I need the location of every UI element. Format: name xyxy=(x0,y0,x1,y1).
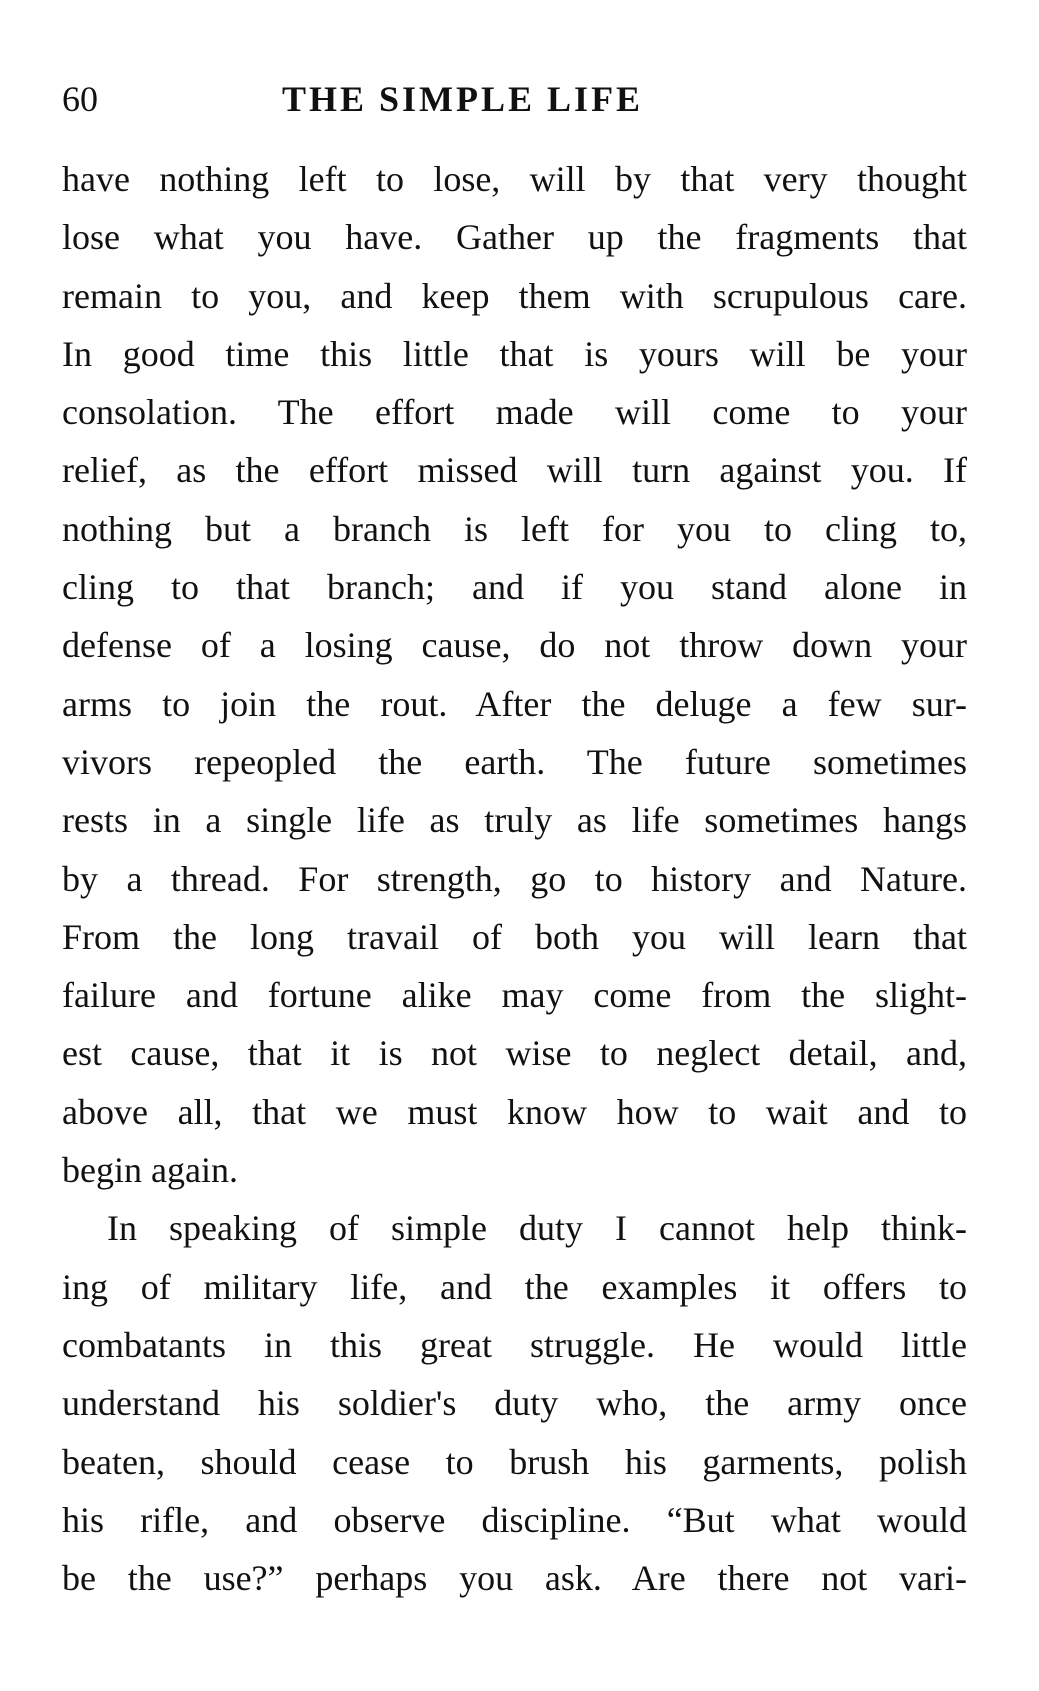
text-line: combatants in this great struggle. He would little xyxy=(62,1324,967,1365)
text-line: In speaking of simple duty I cannot help think- xyxy=(107,1208,967,1249)
text-line: begin again. xyxy=(62,1150,238,1191)
text-line: relief, as the effort missed will turn against you. If xyxy=(62,450,967,491)
text-line: beaten, should cease to brush his garments, polish xyxy=(62,1441,967,1482)
text-line: From the long travail of both you will learn that xyxy=(62,916,967,957)
text-line: vivors repeopled the earth. The future sometimes xyxy=(62,741,967,782)
text-line: cling to that branch; and if you stand alone in xyxy=(62,567,967,608)
text-line: nothing but a branch is left for you to cling to, xyxy=(62,508,967,549)
paragraph-2 xyxy=(62,1199,967,1607)
text-line: his rifle, and observe discipline. “But what would xyxy=(62,1499,967,1540)
running-head-title: THE SIMPLE LIFE xyxy=(282,79,644,119)
text-line: lose what you have. Gather up the fragments that xyxy=(62,217,967,258)
text-line: In good time this little that is yours will be your xyxy=(62,333,967,374)
paragraph-1 xyxy=(62,150,967,1199)
text-line: remain to you, and keep them with scrupulous care. xyxy=(62,275,967,316)
page-header xyxy=(62,74,972,124)
text-line: have nothing left to lose, will by that very thought xyxy=(62,159,967,199)
text-line: be the use?” perhaps you ask. Are there not vari- xyxy=(62,1558,967,1599)
text-line: consolation. The effort made will come to your xyxy=(62,392,967,433)
page-number: 60 xyxy=(62,79,98,119)
text-line: ing of military life, and the examples it offers to xyxy=(62,1266,967,1307)
text-line: above all, that we must know how to wait and to xyxy=(62,1091,967,1132)
text-line: failure and fortune alike may come from the slight- xyxy=(62,975,967,1016)
text-line: defense of a losing cause, do not throw down your xyxy=(62,625,967,666)
text-line: understand his soldier's duty who, the army once xyxy=(62,1383,967,1424)
text-line: est cause, that it is not wise to neglect detail, and, xyxy=(62,1033,967,1074)
text-line: by a thread. For strength, go to history and Nature. xyxy=(62,858,967,899)
text-line: rests in a single life as truly as life sometimes hangs xyxy=(62,800,967,841)
body-text xyxy=(62,150,967,1607)
text-line: arms to join the rout. After the deluge a few sur- xyxy=(62,683,967,724)
